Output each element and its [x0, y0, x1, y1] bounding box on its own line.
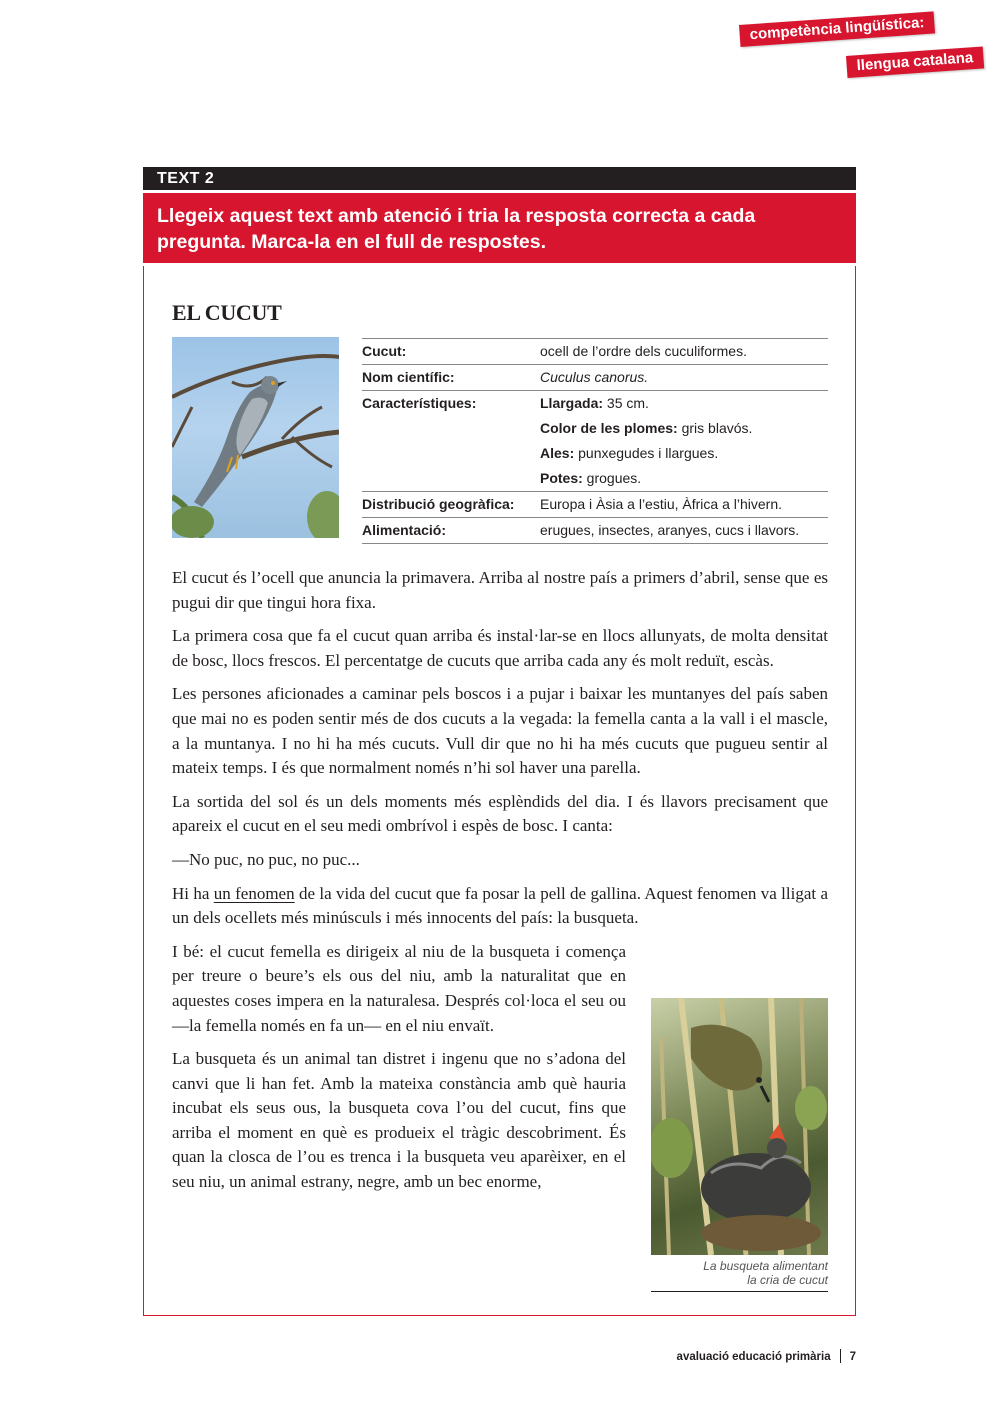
page-number: 7 [849, 1351, 856, 1363]
subject-tag-line1: competència lingüística: [739, 11, 935, 47]
info-value: ocell de l’ordre dels cuculiformes. [540, 343, 747, 359]
info-row-diet [362, 518, 828, 544]
characteristic-length: Llargada: 35 cm. [540, 395, 649, 411]
instructions-banner: Llegeix aquest text amb atenció i tria la resposta correcta a cada pregunta. Marca-la en el full de respostes. [143, 193, 856, 263]
paragraph-5: —No puc, no puc, no puc... [172, 849, 360, 869]
cuckoo-illustration [172, 337, 339, 538]
photo-caption: La busqueta alimentant la cria de cucut [651, 1259, 828, 1292]
info-row-distribution [362, 492, 828, 518]
characteristic-legs: Potes: grogues. [540, 470, 642, 486]
info-key: Alimentació: [362, 522, 447, 538]
info-row-cucut [362, 339, 828, 365]
paragraph-8: La busqueta és un animal tan distret i ingenu que no s’adona del canvi que li han fet. Amb la mateixa constància amb què hauria incubat els seus ous, la busqueta cova l’ou del cucut, fins que arriba el moment en què es produeix el tràgic descobriment. És quan la closca de l’ou es trenca i la busqueta veu aparèixer, en el seu niu, un animal estrany, negre, amb un bec enorme, [172, 1049, 626, 1192]
info-value: erugues, insectes, aranyes, cucs i llavors. [540, 522, 800, 538]
paragraph-7: I bé: el cucut femella es dirigeix al niu de la busqueta i comença per treure o beure’s els ous del niu, amb la naturalitat que en aquestes coses impera en la naturalesa. Després col·loca el seu ou —la femella només en fa un— en el niu envaït. [172, 941, 626, 1035]
paragraph-1: El cucut és l’ocell que anuncia la primavera. Arriba al nostre país a primers d’abril, sense que es pugui dir que tingui hora fixa. [172, 568, 828, 612]
section-label: TEXT 2 [143, 167, 856, 190]
article-title: EL CUCUT [172, 300, 282, 325]
characteristic-wings: Ales: punxegudes i llargues. [540, 445, 719, 461]
page-footer [600, 1349, 856, 1363]
paragraph-6: Hi ha un fenomen de la vida del cucut que fa posar la pell de gallina. Aquest fenomen va lligat a un dels ocellets més minúsculs i més innocents del país: la busqueta. [172, 883, 828, 928]
info-key: Característiques: [362, 395, 477, 411]
cuckoo-photo [172, 337, 339, 538]
info-value: Cuculus canorus. [540, 369, 649, 385]
warbler-photo [651, 998, 828, 1255]
underlined-phrase: un fenomen [213, 883, 295, 903]
paragraph-4: La sortida del sol és un dels moments més esplèndids del dia. I és llavors precisament que apareix el cucut en el seu medi ombrívol i espès de bosc. I canta: [172, 791, 828, 836]
footer-label: avaluació educació primària [676, 1351, 831, 1363]
info-key: Distribució geogràfica: [362, 496, 515, 512]
subject-tag-line2: llengua catalana [846, 46, 984, 77]
warbler-illustration [651, 998, 828, 1255]
info-key: Cucut: [362, 343, 407, 359]
characteristic-feathers: Color de les plomes: gris blavós. [540, 420, 753, 436]
info-row-characteristics [362, 391, 828, 492]
info-value: Europa i Àsia a l’estiu, Àfrica a l’hivern. [540, 496, 782, 512]
footer-divider [840, 1349, 841, 1363]
info-table [362, 338, 828, 544]
info-key: Nom científic: [362, 369, 455, 385]
info-row-scientific-name [362, 365, 828, 391]
paragraph-3: Les persones aficionades a caminar pels boscos i a pujar i baixar les muntanyes del país saben que mai no es poden sentir més de dos cucuts a la vegada: la femella canta a la vall i el mascle, a la muntanya. I no hi ha més cucuts. Vull dir que no hi ha més cucuts que pugueu sentir al mateix temps. I és que normalment només n’hi sol haver una parella. [172, 684, 828, 778]
paragraph-2: La primera cosa que fa el cucut quan arriba és instal·lar-se en llocs allunyats, de molta densitat de bosc, llocs frescos. El percentatge de cucuts que arriba cada any és molt reduït, escàs. [172, 626, 828, 670]
